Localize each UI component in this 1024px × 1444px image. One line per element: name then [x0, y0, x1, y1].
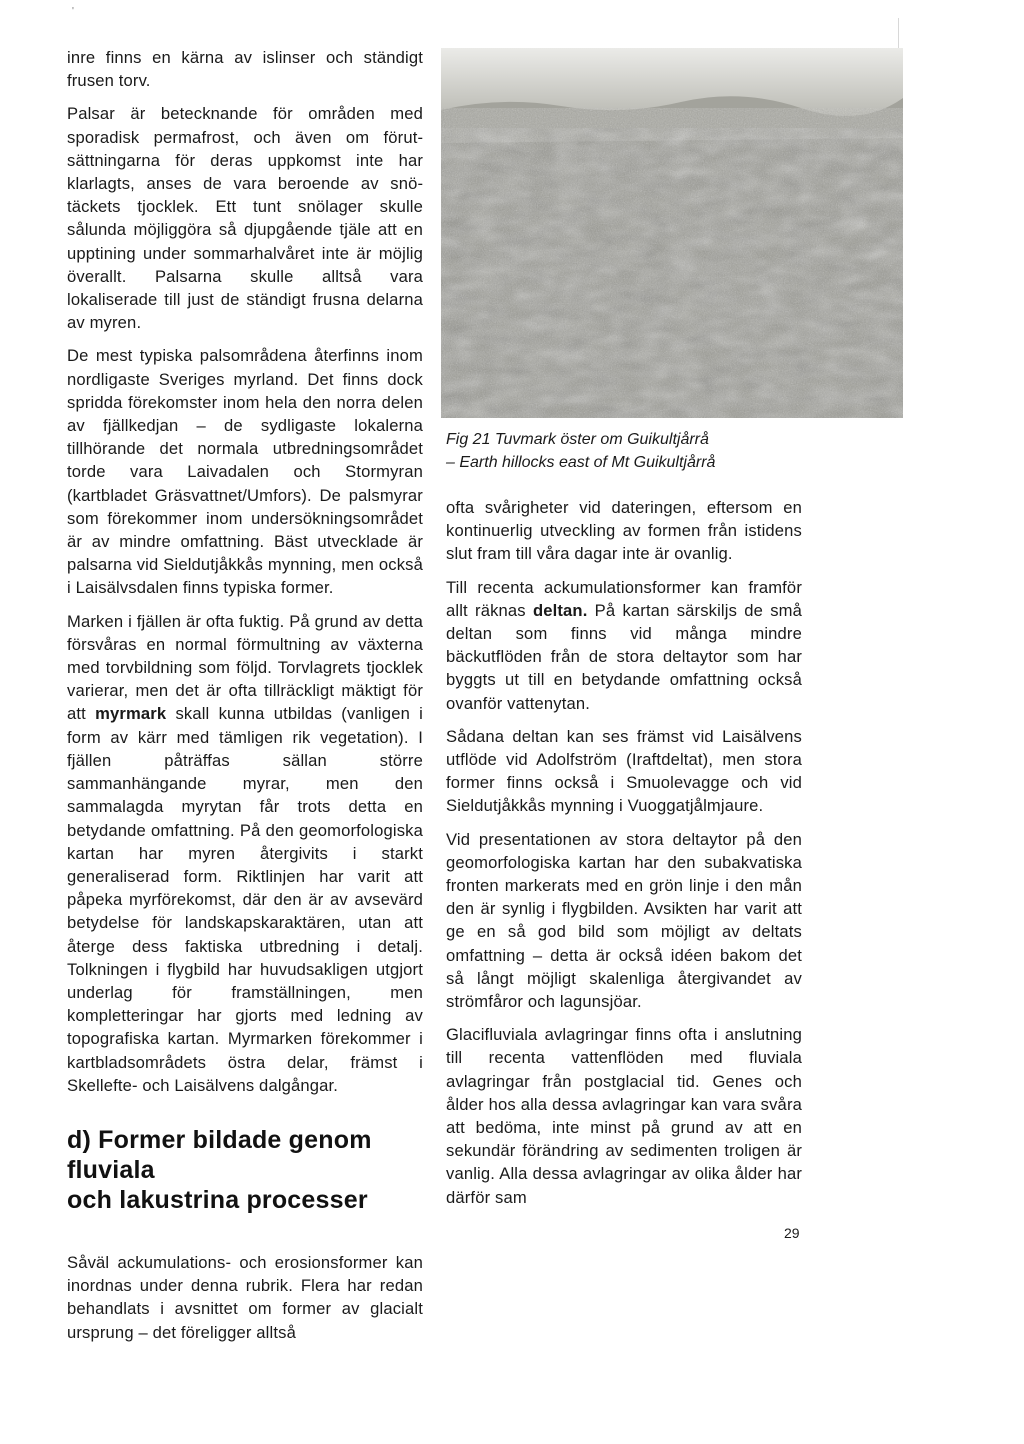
right-paragraph-5: Glacifluviala avlagringar finns ofta i anslutning till recenta vattenflöden med fluviala avlagringar från postglacial tid. Genes och ålder hos alla dessa avlagringar kan vara svåra att bedöma, inte minst på grund av att en sekundär förändring av sedimenten troligen är vanlig. Alla dessa avlagringar av olika ålder har därför sam: [446, 1025, 802, 1207]
right-paragraph-2: [446, 576, 802, 715]
term-myrmark: myrmark: [95, 704, 167, 724]
right-column: [446, 496, 802, 1219]
left-paragraph-5: Såväl ackumulations- och erosionsformer kan inordnas under denna rubrik. Flera har redan behandlats i avsnittet om former av glacialt ursprung – det föreligger alltså: [67, 1252, 423, 1342]
caption-english: – Earth hillocks east of Mt Guikultjårrå: [446, 454, 716, 471]
section-heading-line-1: d) Former bildade genom fluviala: [67, 1125, 372, 1184]
right-paragraph-1: ofta svårigheter vid dateringen, eftersom en kontinuerlig utveckling av formen från istidens slut fram till våra dagar inte är ovanlig.: [446, 498, 802, 564]
left-paragraph-4: [67, 610, 423, 1097]
right-paragraph-2-start: Till recenta ackumulationsformer kan framför allt räknas: [446, 577, 802, 620]
photo-earth-hillocks: [441, 48, 903, 418]
left-paragraph-4-end: skall kunna utbildas (vanligen i form av kärr med tämligen rik vegetation). I fjällen påträffas sällan större sammanhängande myrar, men den sammalagda myrytan får trots detta en betydande omfattning. På den geomorfologiska kartan har myren återgivits i starkt generaliserad form. Riktlinjen har varit att påpeka myrförekomst, där den är av avsevärd betydelse för landskapskaraktären, utan att återge dess faktiska utbredning i detalj. Tolkningen i flygbild har huvudsakligen utgjort underlag för framställningen, men kompletteringar har gjorts med ledning av topografiska kartan. Myrmarken förekommer i kartbladsområdets östra delar, främst i Skellefte- och Laisälvens dalgångar.: [67, 704, 423, 1095]
photo-earth-hillocks-image: [441, 48, 903, 418]
term-deltan: deltan.: [532, 600, 588, 620]
section-heading: [67, 1125, 423, 1215]
section-heading-line-2: och lakustrina processer: [67, 1185, 368, 1214]
left-paragraph-3: De mest typiska palsområdena återfinns inom nordligaste Sveriges myrland. Det finns dock spridda förekomster inom hela den norra delen av fjällkedjan – de sydligaste lokalerna tillhörande det normala utbredningsområdet torde vara Laivadalen och Stormyran (kartbladet Gräsvattnet/Umfors). De palsmyrar som förekommer inom undersökningsområdet är av mindre omfattning. Bäst utvecklade är palsarna vid Sieldutjåkkås mynning, men också i Laisälvsdalen finns typiska former.: [67, 346, 423, 598]
left-paragraph-2: Palsar är betecknande för områden med sporadisk permafrost, och även om förutsättningarna för deras uppkomst inte har klarlagts, anses de vara beroende av snötäckets tjocklek. Ett tunt snölager skulle sålunda möjliggöra så djupgående tjäle att en upptining under sommarhalvåret inte är möjlig överallt. Palsarna skulle alltså vara lokaliserade till just de ständigt frusna delarna av myren.: [67, 104, 423, 333]
scan-corner-mark: ': [72, 6, 74, 17]
page-number: 29: [784, 1225, 800, 1241]
right-paragraph-2-end: På kartan särskiljs de små deltan som finns vid många mindre bäckutflöden från de stora deltaytor som har byggts ut till en betydande omfattning också ovanför vattenytan.: [446, 600, 803, 713]
left-paragraph-4-start: Marken i fjällen är ofta fuktig. På grund av detta försvåras en normal förmultning av växterna med torvbildning som följd. Torvlagrets tjocklek varierar, men det är ofta tillräckligt mäktigt för att: [67, 611, 423, 724]
right-paragraph-3: Sådana deltan kan ses främst vid Laisälvens utflöde vid Adolfström (Iraftdeltat), men stora former finns också i Smuolevagge och vid Sieldutjåkkås mynning i Vuoggatjålmjaure.: [446, 726, 802, 816]
left-column: [67, 46, 423, 1354]
figure-caption: [446, 428, 826, 474]
right-paragraph-4: Vid presentationen av stora deltaytor på den geomorfologiska kartan har den subakvatiska fronten markerats med en grön linje i den mån den är synlig i flygbilden. Avsikten har varit att ge en så god bild som möjligt av deltats omfattning – detta är också idéen bakom det så långt möjligt skalenliga återgivandet av strömfåror och lagunsjöar.: [446, 829, 802, 1012]
left-paragraph-1: inre finns en kärna av islinser och ständigt frusen torv.: [67, 48, 423, 91]
caption-swedish: Fig 21 Tuvmark öster om Guikultjårrå: [446, 431, 709, 448]
